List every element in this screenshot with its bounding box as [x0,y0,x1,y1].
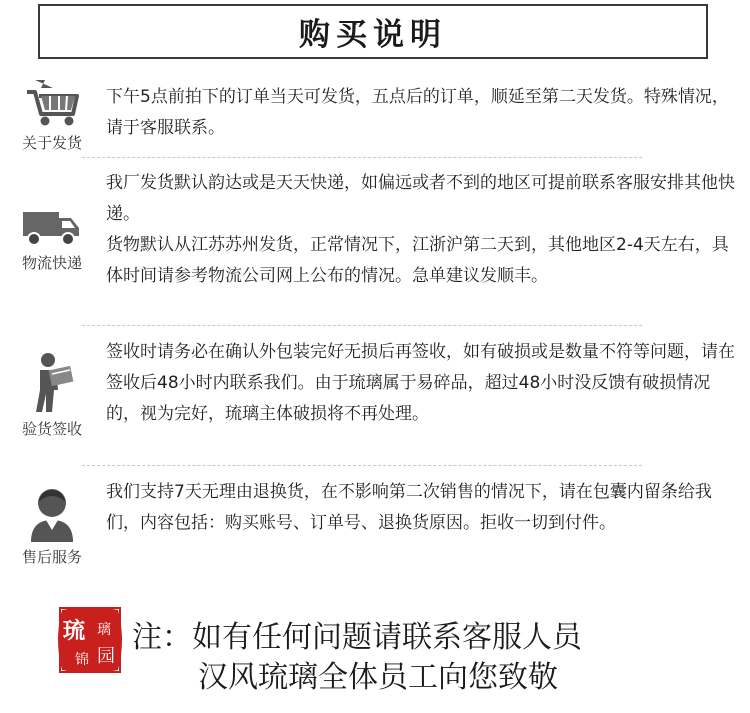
title-box [38,4,708,59]
section-inspection-label: 验货签收 [21,420,82,438]
brand-seal-logo [54,604,126,676]
section-shipping-text [106,82,736,144]
section-inspection-icon-col [6,352,98,439]
section-after-sales-label: 售后服务 [21,548,82,566]
shopping-cart-icon [23,78,81,128]
section-shipping-label: 关于发货 [21,134,82,152]
section-shipping-icon-col [6,78,98,153]
delivery-truck-icon [21,208,83,248]
section-shipping-paragraph: 下午5点前拍下的订单当天可发货，五点后的订单，顺延至第二天发货。特殊情况，请于客服联系。 [106,87,729,138]
section-logistics-paragraph-2: 货物默认从江苏苏州发货，正常情况下，江浙沪第二天到，其他地区2-4天左右，具体时间请参考物流公司网上公布的情况。急单建议发顺丰。 [106,235,729,286]
section-logistics-icon-col [6,208,98,273]
section-inspection-text [106,337,736,430]
footer-greeting: 汉风琉璃全体员工向您致敬 [198,660,558,695]
divider [82,325,642,326]
section-after-sales-icon-col [6,486,98,567]
section-after-sales-text [106,477,736,539]
section-inspection-paragraph: 签收时请务必在确认外包装完好无损后再签收，如有破损或是数量不符等问题，请在签收后48小时内联系我们。由于琉璃属于易碎品，超过48小时没反馈有破损情况的，视为完好，琉璃主体破损将不再处理。 [106,342,735,424]
section-logistics-label: 物流快递 [21,254,82,272]
divider [82,465,642,466]
divider [82,157,642,158]
page-title: 购买说明 [299,17,447,53]
section-after-sales-paragraph: 我们支持7天无理由退换货，在不影响第二次销售的情况下，请在包囊内留条给我们，内容包括：购买账号、订单号、退换货原因。拒收一切到付件。 [106,482,712,533]
customer-service-person-icon [27,486,77,542]
svg-text:琉: 琉 [62,618,86,644]
svg-text:璃: 璃 [97,622,111,638]
section-logistics-text [106,168,736,292]
svg-text:锦: 锦 [75,652,89,668]
section-logistics-paragraph-1: 我厂发货默认韵达或是天天快递，如偏远或者不到的地区可提前联系客服安排其他快递。 [106,173,735,224]
svg-text:园: 园 [97,646,115,667]
footer-note: 注：如有任何问题请联系客服人员 [132,620,582,655]
courier-carrying-box-icon [28,352,76,414]
